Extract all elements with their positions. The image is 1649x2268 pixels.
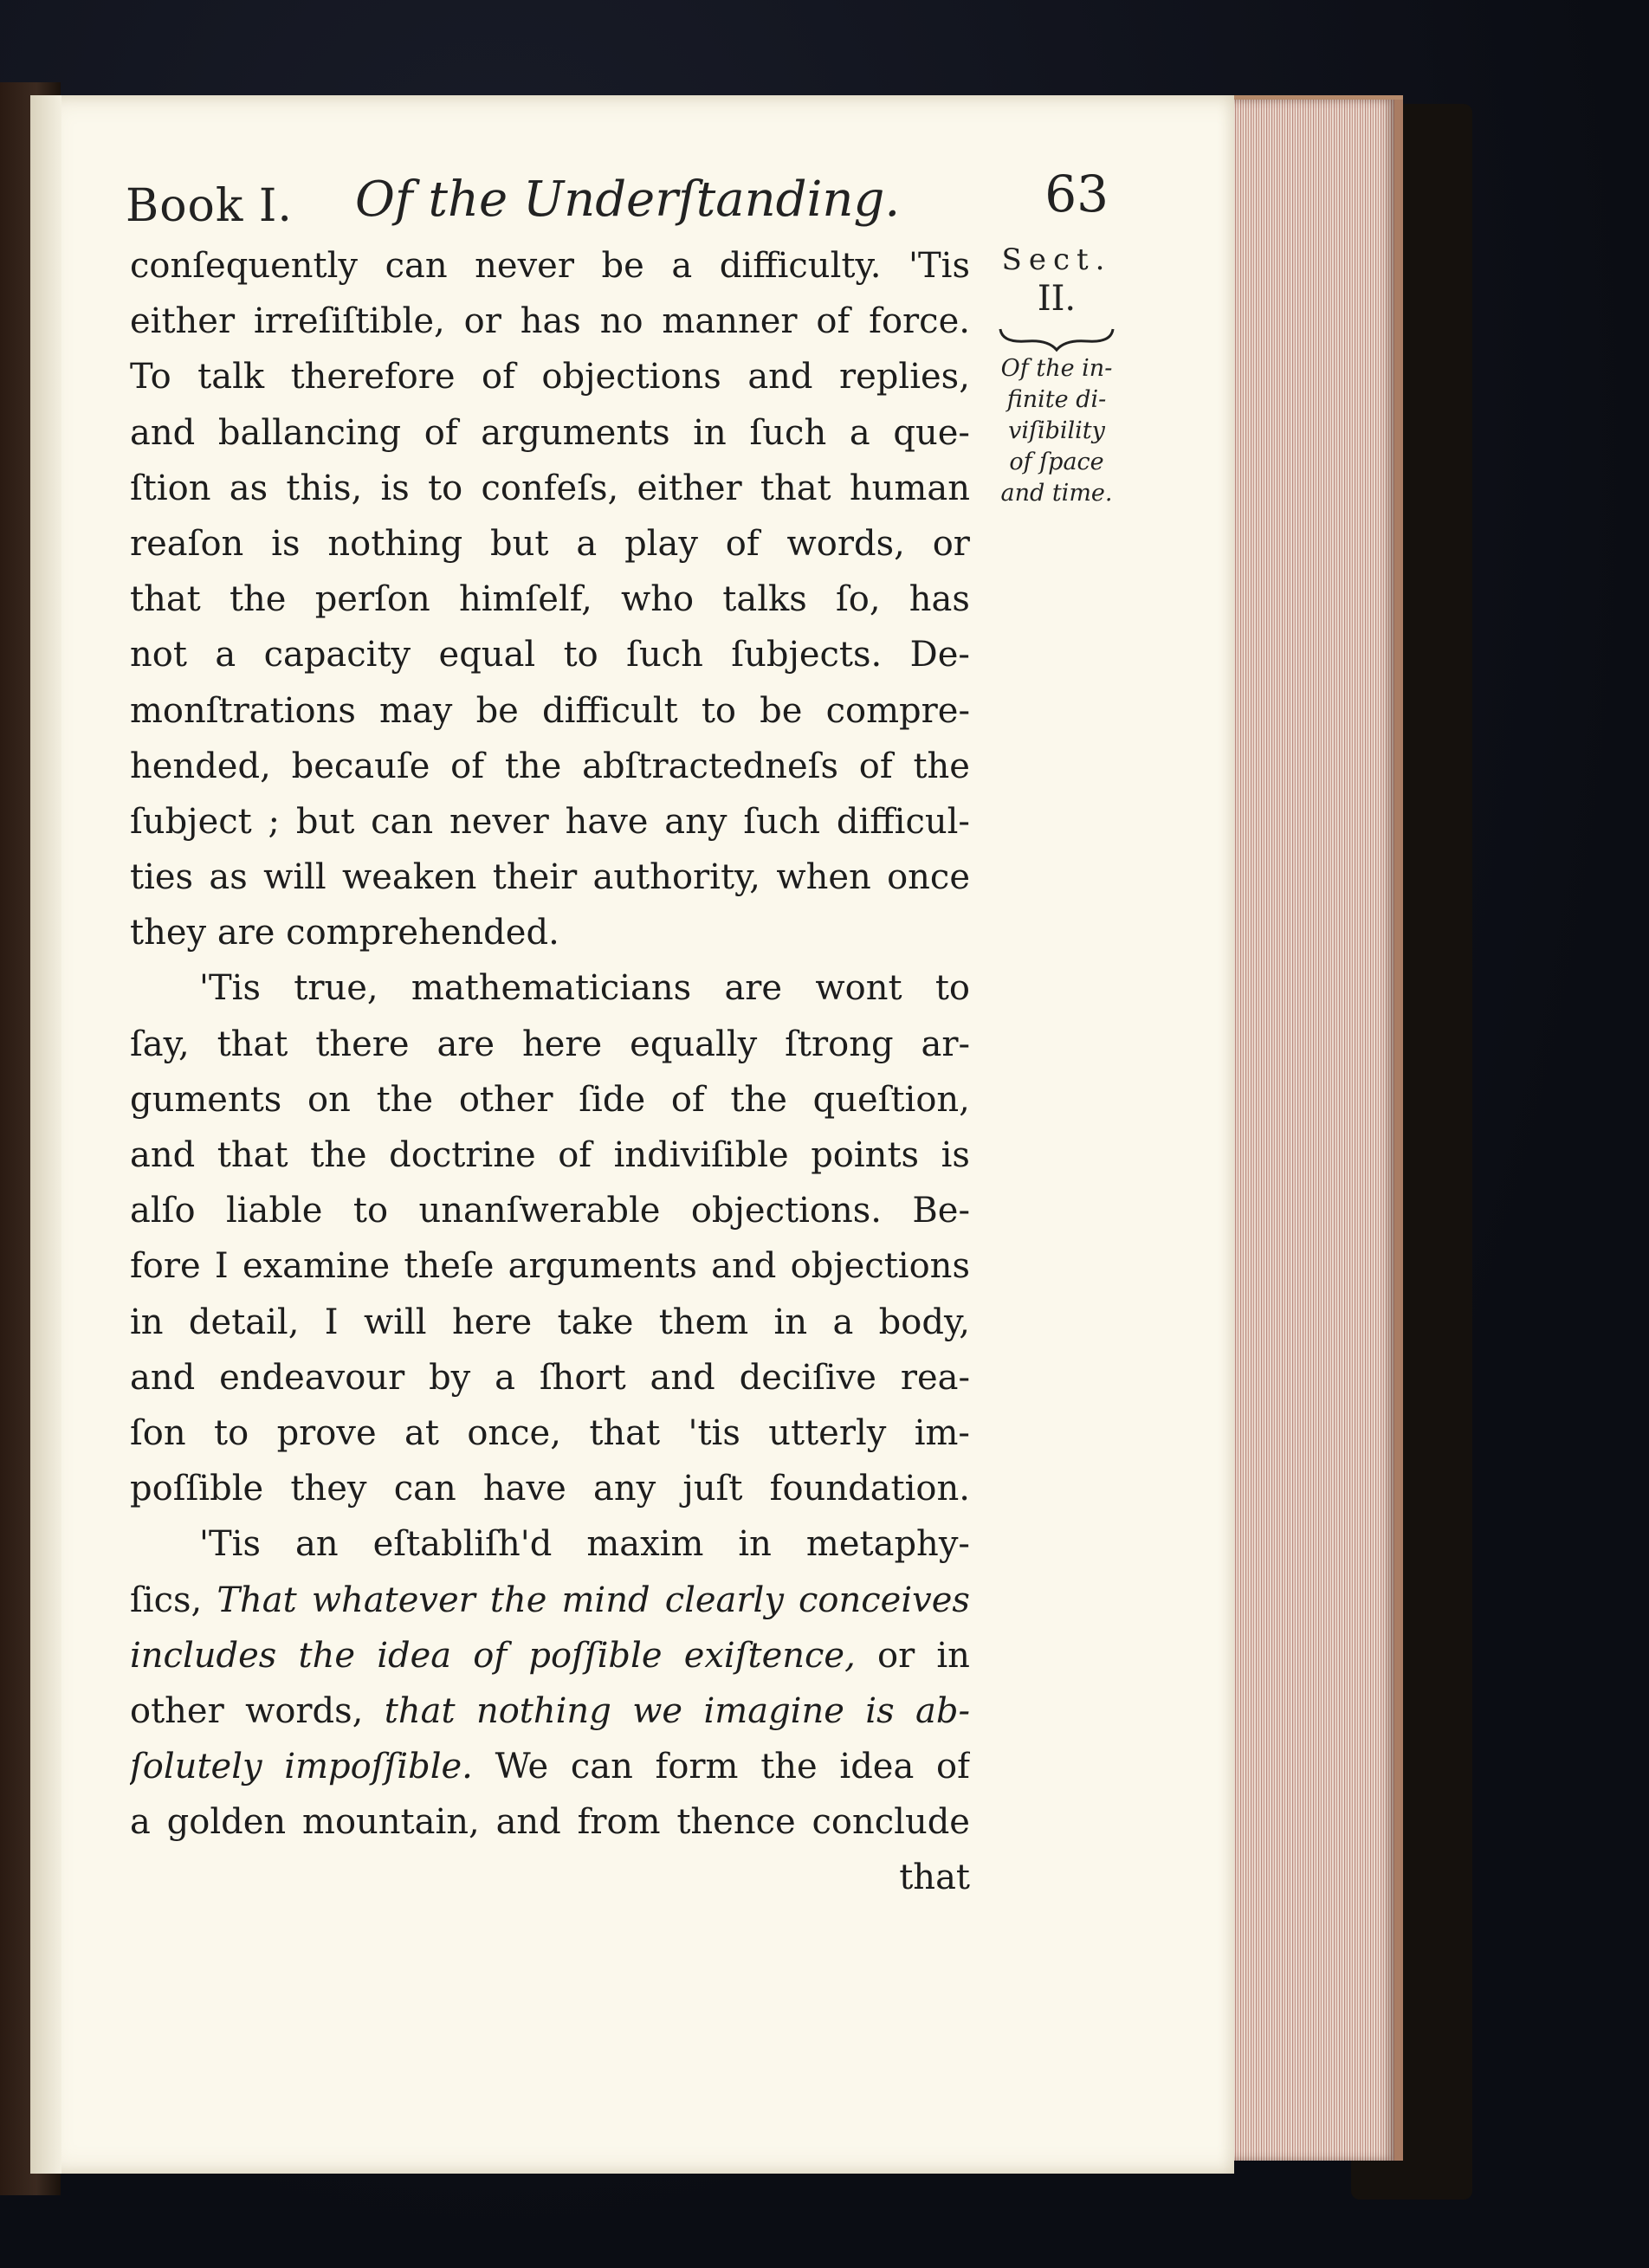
catchword: that [899, 1858, 970, 1898]
text-line: monſtrations may be difficult to be compre- [130, 690, 970, 731]
note-line: of ſpace [1009, 449, 1104, 475]
brace-ornament [983, 319, 1130, 353]
page-number: 63 [1044, 165, 1109, 223]
text-line: they are comprehended. [130, 913, 559, 953]
note-line: and time. [1000, 480, 1113, 507]
note-line: viſibility [1008, 417, 1105, 444]
running-head [126, 165, 1109, 242]
text-line: alſo liable to unanſwerable objections. Be- [130, 1191, 970, 1231]
page-gutter [30, 95, 61, 2174]
text-line: ties as will weaken their authority, when once [130, 857, 970, 898]
text-line: that the perſon himſelf, who talks ſo, has [130, 579, 970, 620]
book-page [30, 95, 1234, 2174]
text-line: and ballancing of arguments in ſuch a que- [130, 412, 970, 453]
text-line: not a capacity equal to ſuch ſubjects. De- [130, 635, 970, 675]
text-line: ſtion as this, is to confeſs, either that human [130, 468, 970, 508]
body-text [130, 238, 970, 1906]
text-line: ſay, that there are here equally ſtrong ar- [130, 1024, 970, 1064]
text-line: a golden mountain, and from thence conclude [130, 1802, 970, 1843]
text-line: 'Tis an eſtabliſh'd maxim in metaphy- [199, 1524, 970, 1565]
text-line: To talk therefore of objections and replies, [130, 357, 970, 397]
text-line: ſics, That whatever the mind clearly conceives [130, 1580, 970, 1620]
section-number: II. [1037, 279, 1077, 319]
text-line: ſolutely impoſſible. We can form the idea of [130, 1747, 970, 1787]
text-line: includes the idea of poſſible exiſtence, or in [130, 1635, 970, 1676]
text-line: ſon to prove at once, that 'tis utterly im- [130, 1412, 970, 1453]
text-line: in detail, I will here take them in a body, [130, 1302, 970, 1342]
text-line: poſſible they can have any juſt foundation. [130, 1469, 970, 1509]
note-line: finite di- [1006, 386, 1107, 413]
text-line: other words, that nothing we imagine is ab- [130, 1690, 970, 1731]
book-number: Book I. [126, 180, 293, 232]
page-edges [1225, 100, 1403, 2161]
book-title: Of the Underſtanding. [355, 171, 901, 228]
text-line: guments on the other ſide of the queſtion, [130, 1079, 970, 1120]
text-line: conſequently can never be a difficulty. 'Tis [130, 246, 970, 286]
marginal-note [983, 242, 1130, 509]
section-label: Sect. [1001, 242, 1112, 277]
text-line: and that the doctrine of indiviſible points is [130, 1135, 970, 1175]
text-line: ſubject ; but can never have any ſuch difficul- [130, 801, 970, 842]
note-line: Of the in- [1000, 355, 1113, 382]
text-line: hended, becauſe of the abſtractedneſs of the [130, 746, 970, 786]
text-line: 'Tis true, mathematicians are wont to [199, 968, 970, 1009]
text-line: and endeavour by a ſhort and deciſive rea- [130, 1357, 970, 1398]
text-line: either irreſiſtible, or has no manner of force. [130, 301, 970, 342]
text-line: fore I examine theſe arguments and objections [130, 1246, 970, 1287]
text-line: reaſon is nothing but a play of words, or [130, 523, 970, 564]
